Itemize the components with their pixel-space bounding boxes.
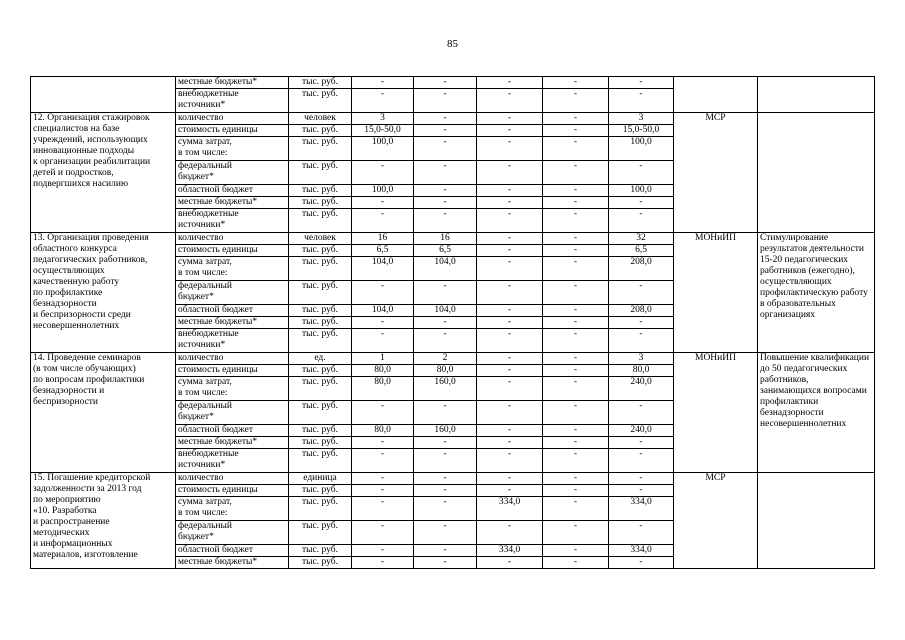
item-cell: федеральный бюджет* xyxy=(176,161,289,185)
value-cell: 80,0 xyxy=(352,377,414,401)
value-cell: 208,0 xyxy=(609,305,674,317)
item-cell: местные бюджеты* xyxy=(176,77,289,89)
value-cell: - xyxy=(543,245,609,257)
item-cell: местные бюджеты* xyxy=(176,437,289,449)
value-cell: - xyxy=(543,557,609,569)
value-cell: - xyxy=(543,473,609,485)
value-cell: - xyxy=(414,473,477,485)
value-cell: - xyxy=(543,185,609,197)
value-cell: - xyxy=(414,545,477,557)
unit-cell: тыс. руб. xyxy=(289,77,352,89)
value-cell: - xyxy=(609,317,674,329)
value-cell: - xyxy=(352,497,414,521)
unit-cell: тыс. руб. xyxy=(289,521,352,545)
value-cell: 6,5 xyxy=(609,245,674,257)
result-cell: Стимулирование результатов деятельности 15-20 педагогических работников (ежегодно), осуществляющих профилактическую работу в образовательных организациях xyxy=(758,233,875,353)
value-cell: - xyxy=(543,77,609,89)
unit-cell: тыс. руб. xyxy=(289,305,352,317)
value-cell: - xyxy=(352,77,414,89)
value-cell: - xyxy=(543,317,609,329)
value-cell: 104,0 xyxy=(352,305,414,317)
unit-cell: тыс. руб. xyxy=(289,365,352,377)
value-cell: - xyxy=(543,365,609,377)
value-cell: - xyxy=(609,161,674,185)
page-number: 85 xyxy=(447,38,458,50)
value-cell: - xyxy=(352,401,414,425)
value-cell: - xyxy=(477,125,543,137)
value-cell: - xyxy=(414,209,477,233)
value-cell: - xyxy=(414,401,477,425)
value-cell: 16 xyxy=(352,233,414,245)
item-cell: сумма затрат, в том числе: xyxy=(176,257,289,281)
value-cell: - xyxy=(543,161,609,185)
value-cell: - xyxy=(414,449,477,473)
value-cell: - xyxy=(543,209,609,233)
value-cell: - xyxy=(477,197,543,209)
value-cell: 3 xyxy=(609,113,674,125)
value-cell: - xyxy=(352,281,414,305)
item-cell: местные бюджеты* xyxy=(176,317,289,329)
value-cell: - xyxy=(543,497,609,521)
activity-cell: 15. Погашение кредиторской задолженности за 2013 год по мероприятию «10. Разработка и распространение методических и информационных материалов, изготовление xyxy=(31,473,176,569)
item-cell: областной бюджет xyxy=(176,185,289,197)
item-cell: стоимость единицы xyxy=(176,485,289,497)
value-cell: 104,0 xyxy=(352,257,414,281)
value-cell: - xyxy=(477,473,543,485)
item-cell: количество xyxy=(176,473,289,485)
value-cell: 240,0 xyxy=(609,377,674,401)
unit-cell: тыс. руб. xyxy=(289,557,352,569)
value-cell: - xyxy=(414,557,477,569)
unit-cell: тыс. руб. xyxy=(289,377,352,401)
value-cell: 15,0-50,0 xyxy=(609,125,674,137)
value-cell: - xyxy=(477,401,543,425)
value-cell: - xyxy=(477,365,543,377)
value-cell: - xyxy=(543,437,609,449)
value-cell: - xyxy=(609,485,674,497)
table-row xyxy=(31,233,875,245)
value-cell: - xyxy=(414,89,477,113)
item-cell: федеральный бюджет* xyxy=(176,521,289,545)
unit-cell: тыс. руб. xyxy=(289,137,352,161)
value-cell: - xyxy=(477,449,543,473)
unit-cell: тыс. руб. xyxy=(289,437,352,449)
value-cell: 334,0 xyxy=(609,545,674,557)
unit-cell: тыс. руб. xyxy=(289,245,352,257)
value-cell: 16 xyxy=(414,233,477,245)
value-cell: - xyxy=(352,545,414,557)
value-cell: - xyxy=(609,281,674,305)
value-cell: - xyxy=(414,497,477,521)
value-cell: - xyxy=(352,521,414,545)
value-cell: 3 xyxy=(352,113,414,125)
value-cell: - xyxy=(543,137,609,161)
executor-cell xyxy=(674,77,758,113)
executor-cell: МСР xyxy=(674,473,758,569)
item-cell: внебюджетные источники* xyxy=(176,209,289,233)
value-cell: - xyxy=(477,485,543,497)
item-cell: стоимость единицы xyxy=(176,125,289,137)
value-cell: 100,0 xyxy=(609,137,674,161)
value-cell: - xyxy=(477,425,543,437)
executor-cell: МОНиИП xyxy=(674,233,758,353)
item-cell: сумма затрат, в том числе: xyxy=(176,497,289,521)
activity-cell: 13. Организация проведения областного конкурса педагогических работников, осуществляющих качественную работу по профилактике безнадзорности и беспризорности среди несовершеннолетних xyxy=(31,233,176,353)
value-cell: - xyxy=(543,425,609,437)
value-cell: - xyxy=(477,113,543,125)
unit-cell: тыс. руб. xyxy=(289,545,352,557)
executor-cell: МСР xyxy=(674,113,758,233)
value-cell: - xyxy=(477,329,543,353)
value-cell: - xyxy=(352,557,414,569)
value-cell: 208,0 xyxy=(609,257,674,281)
unit-cell: тыс. руб. xyxy=(289,197,352,209)
value-cell: 100,0 xyxy=(609,185,674,197)
activity-cell xyxy=(31,77,176,113)
value-cell: 160,0 xyxy=(414,425,477,437)
table-row xyxy=(31,77,875,89)
value-cell: - xyxy=(414,113,477,125)
item-cell: количество xyxy=(176,353,289,365)
item-cell: внебюджетные источники* xyxy=(176,89,289,113)
value-cell: - xyxy=(543,125,609,137)
value-cell: - xyxy=(543,281,609,305)
item-cell: местные бюджеты* xyxy=(176,197,289,209)
value-cell: - xyxy=(477,521,543,545)
value-cell: 32 xyxy=(609,233,674,245)
value-cell: - xyxy=(477,305,543,317)
value-cell: 3 xyxy=(609,353,674,365)
value-cell: 104,0 xyxy=(414,257,477,281)
value-cell: - xyxy=(477,245,543,257)
value-cell: - xyxy=(543,233,609,245)
value-cell: - xyxy=(414,197,477,209)
value-cell: - xyxy=(414,185,477,197)
unit-cell: тыс. руб. xyxy=(289,449,352,473)
value-cell: - xyxy=(352,437,414,449)
value-cell: 6,5 xyxy=(414,245,477,257)
unit-cell: тыс. руб. xyxy=(289,329,352,353)
value-cell: - xyxy=(543,485,609,497)
value-cell: - xyxy=(609,449,674,473)
value-cell: - xyxy=(609,437,674,449)
value-cell: - xyxy=(477,137,543,161)
value-cell: - xyxy=(477,257,543,281)
value-cell: - xyxy=(477,353,543,365)
value-cell: - xyxy=(352,485,414,497)
value-cell: - xyxy=(352,161,414,185)
value-cell: - xyxy=(352,473,414,485)
item-cell: внебюджетные источники* xyxy=(176,449,289,473)
unit-cell: тыс. руб. xyxy=(289,161,352,185)
value-cell: - xyxy=(414,437,477,449)
value-cell: - xyxy=(543,545,609,557)
value-cell: 1 xyxy=(352,353,414,365)
value-cell: - xyxy=(609,557,674,569)
value-cell: - xyxy=(477,161,543,185)
value-cell: - xyxy=(477,377,543,401)
value-cell: - xyxy=(352,449,414,473)
value-cell: - xyxy=(477,233,543,245)
unit-cell: тыс. руб. xyxy=(289,281,352,305)
value-cell: 334,0 xyxy=(477,497,543,521)
value-cell: - xyxy=(352,209,414,233)
result-cell xyxy=(758,473,875,569)
unit-cell: тыс. руб. xyxy=(289,401,352,425)
value-cell: - xyxy=(543,377,609,401)
value-cell: 80,0 xyxy=(352,425,414,437)
unit-cell: тыс. руб. xyxy=(289,497,352,521)
value-cell: - xyxy=(609,401,674,425)
budget-table xyxy=(30,76,875,569)
item-cell: областной бюджет xyxy=(176,545,289,557)
value-cell: - xyxy=(477,209,543,233)
value-cell: - xyxy=(609,209,674,233)
value-cell: - xyxy=(352,89,414,113)
unit-cell: тыс. руб. xyxy=(289,257,352,281)
activity-cell: 12. Организация стажировок специалистов на базе учреждений, использующих инновационные подходы к организации реабилитации детей и подростков, подвергшихся насилию xyxy=(31,113,176,233)
value-cell: - xyxy=(477,437,543,449)
activity-cell: 14. Проведение семинаров (в том числе обучающих) по вопросам профилактики безнадзорности и беспризорности xyxy=(31,353,176,473)
value-cell: 80,0 xyxy=(414,365,477,377)
item-cell: стоимость единицы xyxy=(176,365,289,377)
value-cell: - xyxy=(609,473,674,485)
value-cell: 100,0 xyxy=(352,137,414,161)
item-cell: сумма затрат, в том числе: xyxy=(176,377,289,401)
unit-cell: тыс. руб. xyxy=(289,485,352,497)
result-cell xyxy=(758,77,875,113)
value-cell: - xyxy=(609,521,674,545)
value-cell: - xyxy=(477,89,543,113)
item-cell: сумма затрат, в том числе: xyxy=(176,137,289,161)
value-cell: - xyxy=(543,89,609,113)
value-cell: 334,0 xyxy=(477,545,543,557)
item-cell: местные бюджеты* xyxy=(176,557,289,569)
value-cell: - xyxy=(543,257,609,281)
value-cell: - xyxy=(414,137,477,161)
value-cell: 334,0 xyxy=(609,497,674,521)
value-cell: - xyxy=(543,329,609,353)
value-cell: 104,0 xyxy=(414,305,477,317)
value-cell: - xyxy=(609,197,674,209)
unit-cell: тыс. руб. xyxy=(289,317,352,329)
value-cell: - xyxy=(609,89,674,113)
unit-cell: человек xyxy=(289,233,352,245)
value-cell: 2 xyxy=(414,353,477,365)
result-cell: Повышение квалификации до 50 педагогических работников, занимающихся вопросами профилактики безнадзорности несовершеннолетних xyxy=(758,353,875,473)
unit-cell: человек xyxy=(289,113,352,125)
unit-cell: ед. xyxy=(289,353,352,365)
item-cell: федеральный бюджет* xyxy=(176,401,289,425)
unit-cell: единица xyxy=(289,473,352,485)
value-cell: - xyxy=(414,161,477,185)
unit-cell: тыс. руб. xyxy=(289,125,352,137)
value-cell: 80,0 xyxy=(352,365,414,377)
value-cell: - xyxy=(543,113,609,125)
value-cell: - xyxy=(414,77,477,89)
value-cell: - xyxy=(477,317,543,329)
item-cell: областной бюджет xyxy=(176,305,289,317)
value-cell: - xyxy=(543,353,609,365)
item-cell: федеральный бюджет* xyxy=(176,281,289,305)
value-cell: - xyxy=(477,557,543,569)
value-cell: 6,5 xyxy=(352,245,414,257)
value-cell: - xyxy=(543,521,609,545)
unit-cell: тыс. руб. xyxy=(289,209,352,233)
item-cell: стоимость единицы xyxy=(176,245,289,257)
value-cell: - xyxy=(543,401,609,425)
value-cell: - xyxy=(477,77,543,89)
executor-cell: МОНиИП xyxy=(674,353,758,473)
value-cell: - xyxy=(609,77,674,89)
value-cell: - xyxy=(414,281,477,305)
value-cell: - xyxy=(414,125,477,137)
value-cell: 160,0 xyxy=(414,377,477,401)
value-cell: 80,0 xyxy=(609,365,674,377)
value-cell: - xyxy=(543,449,609,473)
table-row xyxy=(31,113,875,125)
item-cell: количество xyxy=(176,113,289,125)
value-cell: 240,0 xyxy=(609,425,674,437)
value-cell: - xyxy=(477,185,543,197)
value-cell: - xyxy=(543,197,609,209)
unit-cell: тыс. руб. xyxy=(289,185,352,197)
value-cell: - xyxy=(414,329,477,353)
table-row xyxy=(31,353,875,365)
value-cell: - xyxy=(352,317,414,329)
item-cell: областной бюджет xyxy=(176,425,289,437)
value-cell: - xyxy=(352,197,414,209)
unit-cell: тыс. руб. xyxy=(289,425,352,437)
result-cell xyxy=(758,113,875,233)
value-cell: - xyxy=(543,305,609,317)
item-cell: количество xyxy=(176,233,289,245)
unit-cell: тыс. руб. xyxy=(289,89,352,113)
table-row xyxy=(31,473,875,485)
value-cell: - xyxy=(609,329,674,353)
value-cell: - xyxy=(414,521,477,545)
value-cell: - xyxy=(352,329,414,353)
item-cell: внебюджетные источники* xyxy=(176,329,289,353)
value-cell: 100,0 xyxy=(352,185,414,197)
value-cell: - xyxy=(414,317,477,329)
value-cell: - xyxy=(414,485,477,497)
value-cell: - xyxy=(477,281,543,305)
value-cell: 15,0-50,0 xyxy=(352,125,414,137)
